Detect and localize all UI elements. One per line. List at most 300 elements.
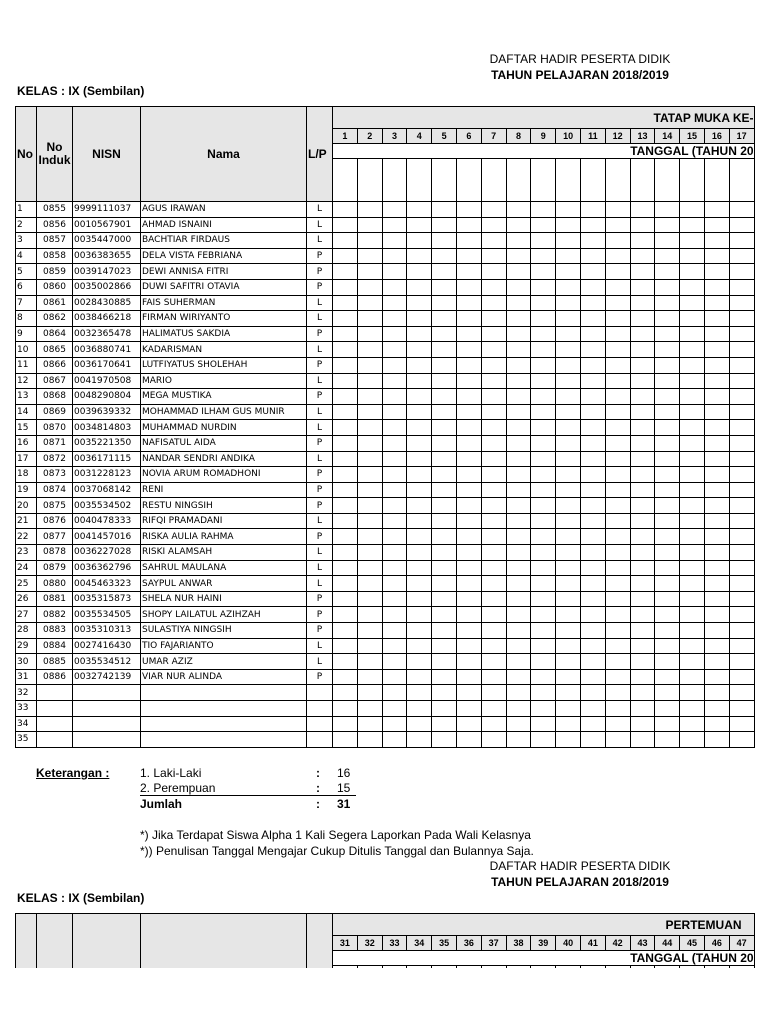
- attendance-cell[interactable]: [456, 217, 481, 233]
- attendance-cell[interactable]: [382, 404, 407, 420]
- attendance-cell[interactable]: [506, 654, 531, 670]
- attendance-cell[interactable]: [357, 529, 382, 545]
- attendance-cell[interactable]: [456, 279, 481, 295]
- attendance-cell[interactable]: [333, 357, 358, 373]
- attendance-cell[interactable]: [456, 467, 481, 483]
- attendance-cell[interactable]: [680, 248, 705, 264]
- attendance-cell[interactable]: [407, 233, 432, 249]
- attendance-cell[interactable]: [531, 654, 556, 670]
- attendance-cell[interactable]: [704, 404, 729, 420]
- attendance-cell[interactable]: [605, 373, 630, 389]
- attendance-cell[interactable]: [456, 701, 481, 717]
- attendance-cell[interactable]: [680, 342, 705, 358]
- attendance-cell[interactable]: [456, 638, 481, 654]
- attendance-cell[interactable]: [580, 420, 605, 436]
- attendance-cell[interactable]: [531, 669, 556, 685]
- attendance-cell[interactable]: [605, 357, 630, 373]
- attendance-cell[interactable]: [531, 404, 556, 420]
- attendance-cell[interactable]: [506, 279, 531, 295]
- attendance-cell[interactable]: [605, 404, 630, 420]
- attendance-cell[interactable]: [506, 373, 531, 389]
- attendance-cell[interactable]: [680, 279, 705, 295]
- attendance-cell[interactable]: [506, 701, 531, 717]
- attendance-cell[interactable]: [531, 279, 556, 295]
- date-cell[interactable]: [407, 159, 432, 202]
- attendance-cell[interactable]: [655, 248, 680, 264]
- attendance-cell[interactable]: [506, 389, 531, 405]
- attendance-cell[interactable]: [630, 451, 655, 467]
- attendance-cell[interactable]: [556, 482, 581, 498]
- attendance-cell[interactable]: [729, 295, 754, 311]
- attendance-cell[interactable]: [456, 654, 481, 670]
- attendance-cell[interactable]: [729, 264, 754, 280]
- attendance-cell[interactable]: [605, 451, 630, 467]
- attendance-cell[interactable]: [680, 513, 705, 529]
- attendance-cell[interactable]: [432, 279, 457, 295]
- attendance-cell[interactable]: [580, 373, 605, 389]
- attendance-cell[interactable]: [432, 623, 457, 639]
- attendance-cell[interactable]: [382, 560, 407, 576]
- attendance-cell[interactable]: [655, 669, 680, 685]
- attendance-cell[interactable]: [680, 217, 705, 233]
- attendance-cell[interactable]: [704, 669, 729, 685]
- attendance-cell[interactable]: [382, 467, 407, 483]
- attendance-cell[interactable]: [456, 591, 481, 607]
- attendance-cell[interactable]: [506, 638, 531, 654]
- attendance-cell[interactable]: [407, 279, 432, 295]
- attendance-cell[interactable]: [531, 560, 556, 576]
- attendance-cell[interactable]: [704, 295, 729, 311]
- attendance-cell[interactable]: [531, 685, 556, 701]
- attendance-cell[interactable]: [407, 560, 432, 576]
- attendance-cell[interactable]: [655, 716, 680, 732]
- attendance-cell[interactable]: [580, 248, 605, 264]
- attendance-cell[interactable]: [556, 420, 581, 436]
- attendance-cell[interactable]: [704, 248, 729, 264]
- attendance-cell[interactable]: [704, 389, 729, 405]
- attendance-cell[interactable]: [506, 264, 531, 280]
- attendance-cell[interactable]: [556, 342, 581, 358]
- attendance-cell[interactable]: [357, 701, 382, 717]
- attendance-cell[interactable]: [729, 513, 754, 529]
- date-cell[interactable]: [481, 159, 506, 202]
- attendance-cell[interactable]: [531, 202, 556, 218]
- attendance-cell[interactable]: [605, 326, 630, 342]
- attendance-cell[interactable]: [506, 591, 531, 607]
- attendance-cell[interactable]: [729, 701, 754, 717]
- attendance-cell[interactable]: [580, 638, 605, 654]
- attendance-cell[interactable]: [333, 654, 358, 670]
- attendance-cell[interactable]: [729, 373, 754, 389]
- attendance-cell[interactable]: [456, 233, 481, 249]
- attendance-cell[interactable]: [432, 357, 457, 373]
- attendance-cell[interactable]: [481, 732, 506, 748]
- attendance-cell[interactable]: [680, 389, 705, 405]
- attendance-cell[interactable]: [580, 654, 605, 670]
- attendance-cell[interactable]: [704, 654, 729, 670]
- attendance-cell[interactable]: [729, 217, 754, 233]
- attendance-cell[interactable]: [531, 638, 556, 654]
- attendance-cell[interactable]: [556, 217, 581, 233]
- attendance-cell[interactable]: [481, 342, 506, 358]
- attendance-cell[interactable]: [729, 326, 754, 342]
- attendance-cell[interactable]: [605, 716, 630, 732]
- attendance-cell[interactable]: [333, 389, 358, 405]
- attendance-cell[interactable]: [407, 342, 432, 358]
- attendance-cell[interactable]: [382, 279, 407, 295]
- attendance-cell[interactable]: [704, 685, 729, 701]
- attendance-cell[interactable]: [481, 202, 506, 218]
- attendance-cell[interactable]: [506, 732, 531, 748]
- attendance-cell[interactable]: [704, 732, 729, 748]
- attendance-cell[interactable]: [729, 576, 754, 592]
- attendance-cell[interactable]: [556, 591, 581, 607]
- attendance-cell[interactable]: [556, 404, 581, 420]
- attendance-cell[interactable]: [704, 591, 729, 607]
- attendance-cell[interactable]: [357, 389, 382, 405]
- attendance-cell[interactable]: [605, 467, 630, 483]
- attendance-cell[interactable]: [729, 498, 754, 514]
- attendance-cell[interactable]: [382, 342, 407, 358]
- attendance-cell[interactable]: [605, 389, 630, 405]
- attendance-cell[interactable]: [704, 576, 729, 592]
- attendance-cell[interactable]: [481, 404, 506, 420]
- attendance-cell[interactable]: [382, 264, 407, 280]
- attendance-cell[interactable]: [680, 576, 705, 592]
- attendance-cell[interactable]: [704, 311, 729, 327]
- attendance-cell[interactable]: [655, 373, 680, 389]
- attendance-cell[interactable]: [432, 685, 457, 701]
- attendance-cell[interactable]: [407, 623, 432, 639]
- attendance-cell[interactable]: [357, 326, 382, 342]
- attendance-cell[interactable]: [580, 342, 605, 358]
- attendance-cell[interactable]: [556, 638, 581, 654]
- date-cell[interactable]: [556, 159, 581, 202]
- attendance-cell[interactable]: [432, 373, 457, 389]
- attendance-cell[interactable]: [382, 654, 407, 670]
- attendance-cell[interactable]: [704, 451, 729, 467]
- attendance-cell[interactable]: [333, 404, 358, 420]
- attendance-cell[interactable]: [481, 217, 506, 233]
- attendance-cell[interactable]: [407, 467, 432, 483]
- attendance-cell[interactable]: [506, 451, 531, 467]
- attendance-cell[interactable]: [357, 404, 382, 420]
- attendance-cell[interactable]: [630, 732, 655, 748]
- attendance-cell[interactable]: [432, 701, 457, 717]
- attendance-cell[interactable]: [506, 435, 531, 451]
- attendance-cell[interactable]: [580, 716, 605, 732]
- attendance-cell[interactable]: [531, 498, 556, 514]
- attendance-cell[interactable]: [531, 591, 556, 607]
- attendance-cell[interactable]: [506, 607, 531, 623]
- attendance-cell[interactable]: [556, 498, 581, 514]
- attendance-cell[interactable]: [382, 716, 407, 732]
- attendance-cell[interactable]: [729, 669, 754, 685]
- attendance-cell[interactable]: [630, 716, 655, 732]
- attendance-cell[interactable]: [432, 654, 457, 670]
- attendance-cell[interactable]: [680, 732, 705, 748]
- attendance-cell[interactable]: [556, 279, 581, 295]
- attendance-cell[interactable]: [580, 467, 605, 483]
- attendance-cell[interactable]: [580, 545, 605, 561]
- attendance-cell[interactable]: [531, 342, 556, 358]
- attendance-cell[interactable]: [630, 638, 655, 654]
- attendance-cell[interactable]: [580, 482, 605, 498]
- attendance-cell[interactable]: [580, 591, 605, 607]
- attendance-cell[interactable]: [432, 482, 457, 498]
- attendance-cell[interactable]: [531, 545, 556, 561]
- attendance-cell[interactable]: [357, 373, 382, 389]
- attendance-cell[interactable]: [556, 451, 581, 467]
- attendance-cell[interactable]: [481, 591, 506, 607]
- attendance-cell[interactable]: [357, 233, 382, 249]
- attendance-cell[interactable]: [630, 342, 655, 358]
- attendance-cell[interactable]: [407, 529, 432, 545]
- attendance-cell[interactable]: [680, 295, 705, 311]
- attendance-cell[interactable]: [357, 638, 382, 654]
- attendance-cell[interactable]: [680, 264, 705, 280]
- attendance-cell[interactable]: [605, 669, 630, 685]
- attendance-cell[interactable]: [382, 233, 407, 249]
- attendance-cell[interactable]: [580, 326, 605, 342]
- attendance-cell[interactable]: [382, 701, 407, 717]
- attendance-cell[interactable]: [729, 202, 754, 218]
- attendance-cell[interactable]: [605, 638, 630, 654]
- attendance-cell[interactable]: [605, 482, 630, 498]
- attendance-cell[interactable]: [382, 529, 407, 545]
- attendance-cell[interactable]: [357, 607, 382, 623]
- attendance-cell[interactable]: [556, 654, 581, 670]
- attendance-cell[interactable]: [605, 279, 630, 295]
- attendance-cell[interactable]: [382, 607, 407, 623]
- attendance-cell[interactable]: [556, 357, 581, 373]
- attendance-cell[interactable]: [407, 513, 432, 529]
- attendance-cell[interactable]: [630, 389, 655, 405]
- attendance-cell[interactable]: [531, 529, 556, 545]
- attendance-cell[interactable]: [531, 732, 556, 748]
- attendance-cell[interactable]: [630, 498, 655, 514]
- attendance-cell[interactable]: [680, 373, 705, 389]
- attendance-cell[interactable]: [407, 326, 432, 342]
- attendance-cell[interactable]: [481, 560, 506, 576]
- attendance-cell[interactable]: [382, 295, 407, 311]
- attendance-cell[interactable]: [556, 513, 581, 529]
- attendance-cell[interactable]: [432, 498, 457, 514]
- attendance-cell[interactable]: [605, 623, 630, 639]
- attendance-cell[interactable]: [655, 389, 680, 405]
- attendance-cell[interactable]: [333, 217, 358, 233]
- attendance-cell[interactable]: [556, 264, 581, 280]
- attendance-cell[interactable]: [729, 467, 754, 483]
- attendance-cell[interactable]: [655, 279, 680, 295]
- attendance-cell[interactable]: [531, 623, 556, 639]
- attendance-cell[interactable]: [481, 373, 506, 389]
- attendance-cell[interactable]: [407, 435, 432, 451]
- date-cell[interactable]: [432, 159, 457, 202]
- attendance-cell[interactable]: [556, 685, 581, 701]
- attendance-cell[interactable]: [680, 498, 705, 514]
- attendance-cell[interactable]: [506, 295, 531, 311]
- attendance-cell[interactable]: [333, 326, 358, 342]
- date-cell[interactable]: [531, 159, 556, 202]
- attendance-cell[interactable]: [432, 404, 457, 420]
- attendance-cell[interactable]: [506, 311, 531, 327]
- attendance-cell[interactable]: [580, 701, 605, 717]
- attendance-cell[interactable]: [333, 623, 358, 639]
- attendance-cell[interactable]: [580, 685, 605, 701]
- attendance-cell[interactable]: [407, 545, 432, 561]
- attendance-cell[interactable]: [333, 529, 358, 545]
- attendance-cell[interactable]: [630, 264, 655, 280]
- attendance-cell[interactable]: [605, 654, 630, 670]
- attendance-cell[interactable]: [481, 389, 506, 405]
- attendance-cell[interactable]: [456, 607, 481, 623]
- attendance-cell[interactable]: [729, 607, 754, 623]
- attendance-cell[interactable]: [382, 420, 407, 436]
- attendance-cell[interactable]: [605, 529, 630, 545]
- attendance-cell[interactable]: [680, 451, 705, 467]
- attendance-cell[interactable]: [382, 451, 407, 467]
- attendance-cell[interactable]: [481, 451, 506, 467]
- attendance-cell[interactable]: [432, 342, 457, 358]
- attendance-cell[interactable]: [382, 326, 407, 342]
- attendance-cell[interactable]: [333, 279, 358, 295]
- attendance-cell[interactable]: [407, 202, 432, 218]
- attendance-cell[interactable]: [630, 513, 655, 529]
- attendance-cell[interactable]: [506, 623, 531, 639]
- attendance-cell[interactable]: [580, 202, 605, 218]
- attendance-cell[interactable]: [432, 295, 457, 311]
- attendance-cell[interactable]: [580, 357, 605, 373]
- attendance-cell[interactable]: [580, 295, 605, 311]
- attendance-cell[interactable]: [630, 654, 655, 670]
- attendance-cell[interactable]: [680, 591, 705, 607]
- attendance-cell[interactable]: [655, 451, 680, 467]
- attendance-cell[interactable]: [630, 311, 655, 327]
- attendance-cell[interactable]: [729, 404, 754, 420]
- attendance-cell[interactable]: [630, 607, 655, 623]
- attendance-cell[interactable]: [556, 576, 581, 592]
- attendance-cell[interactable]: [333, 373, 358, 389]
- attendance-cell[interactable]: [580, 607, 605, 623]
- attendance-cell[interactable]: [432, 732, 457, 748]
- attendance-cell[interactable]: [333, 420, 358, 436]
- attendance-cell[interactable]: [456, 451, 481, 467]
- attendance-cell[interactable]: [556, 326, 581, 342]
- attendance-cell[interactable]: [704, 217, 729, 233]
- attendance-cell[interactable]: [407, 716, 432, 732]
- attendance-cell[interactable]: [456, 404, 481, 420]
- attendance-cell[interactable]: [357, 732, 382, 748]
- attendance-cell[interactable]: [481, 482, 506, 498]
- attendance-cell[interactable]: [481, 576, 506, 592]
- attendance-cell[interactable]: [407, 357, 432, 373]
- attendance-cell[interactable]: [506, 233, 531, 249]
- attendance-cell[interactable]: [333, 701, 358, 717]
- attendance-cell[interactable]: [704, 435, 729, 451]
- attendance-cell[interactable]: [456, 669, 481, 685]
- attendance-cell[interactable]: [382, 669, 407, 685]
- attendance-cell[interactable]: [630, 482, 655, 498]
- attendance-cell[interactable]: [333, 482, 358, 498]
- attendance-cell[interactable]: [605, 701, 630, 717]
- attendance-cell[interactable]: [481, 607, 506, 623]
- attendance-cell[interactable]: [357, 498, 382, 514]
- date-cell[interactable]: [655, 159, 680, 202]
- attendance-cell[interactable]: [655, 217, 680, 233]
- attendance-cell[interactable]: [704, 701, 729, 717]
- attendance-cell[interactable]: [407, 404, 432, 420]
- attendance-cell[interactable]: [580, 435, 605, 451]
- attendance-cell[interactable]: [382, 732, 407, 748]
- attendance-cell[interactable]: [704, 373, 729, 389]
- attendance-cell[interactable]: [506, 482, 531, 498]
- attendance-cell[interactable]: [605, 685, 630, 701]
- attendance-cell[interactable]: [432, 591, 457, 607]
- attendance-cell[interactable]: [704, 638, 729, 654]
- attendance-cell[interactable]: [481, 716, 506, 732]
- attendance-cell[interactable]: [729, 389, 754, 405]
- attendance-cell[interactable]: [531, 607, 556, 623]
- attendance-cell[interactable]: [333, 233, 358, 249]
- attendance-cell[interactable]: [556, 623, 581, 639]
- attendance-cell[interactable]: [382, 202, 407, 218]
- attendance-cell[interactable]: [556, 295, 581, 311]
- attendance-cell[interactable]: [333, 295, 358, 311]
- attendance-cell[interactable]: [333, 685, 358, 701]
- attendance-cell[interactable]: [556, 607, 581, 623]
- attendance-cell[interactable]: [407, 638, 432, 654]
- attendance-cell[interactable]: [630, 404, 655, 420]
- attendance-cell[interactable]: [680, 233, 705, 249]
- attendance-cell[interactable]: [432, 217, 457, 233]
- attendance-cell[interactable]: [704, 607, 729, 623]
- attendance-cell[interactable]: [680, 467, 705, 483]
- attendance-cell[interactable]: [556, 389, 581, 405]
- attendance-cell[interactable]: [704, 560, 729, 576]
- attendance-cell[interactable]: [357, 467, 382, 483]
- attendance-cell[interactable]: [481, 326, 506, 342]
- attendance-cell[interactable]: [680, 435, 705, 451]
- attendance-cell[interactable]: [630, 357, 655, 373]
- attendance-cell[interactable]: [729, 482, 754, 498]
- attendance-cell[interactable]: [605, 202, 630, 218]
- attendance-cell[interactable]: [729, 342, 754, 358]
- attendance-cell[interactable]: [729, 435, 754, 451]
- attendance-cell[interactable]: [704, 264, 729, 280]
- attendance-cell[interactable]: [456, 248, 481, 264]
- attendance-cell[interactable]: [357, 545, 382, 561]
- attendance-cell[interactable]: [605, 233, 630, 249]
- attendance-cell[interactable]: [605, 264, 630, 280]
- attendance-cell[interactable]: [506, 529, 531, 545]
- attendance-cell[interactable]: [531, 217, 556, 233]
- attendance-cell[interactable]: [729, 420, 754, 436]
- attendance-cell[interactable]: [655, 701, 680, 717]
- attendance-cell[interactable]: [580, 311, 605, 327]
- attendance-cell[interactable]: [729, 623, 754, 639]
- attendance-cell[interactable]: [680, 669, 705, 685]
- attendance-cell[interactable]: [655, 311, 680, 327]
- attendance-cell[interactable]: [556, 435, 581, 451]
- attendance-cell[interactable]: [655, 732, 680, 748]
- attendance-cell[interactable]: [382, 513, 407, 529]
- attendance-cell[interactable]: [729, 560, 754, 576]
- attendance-cell[interactable]: [531, 248, 556, 264]
- attendance-cell[interactable]: [655, 560, 680, 576]
- attendance-cell[interactable]: [506, 513, 531, 529]
- attendance-cell[interactable]: [357, 685, 382, 701]
